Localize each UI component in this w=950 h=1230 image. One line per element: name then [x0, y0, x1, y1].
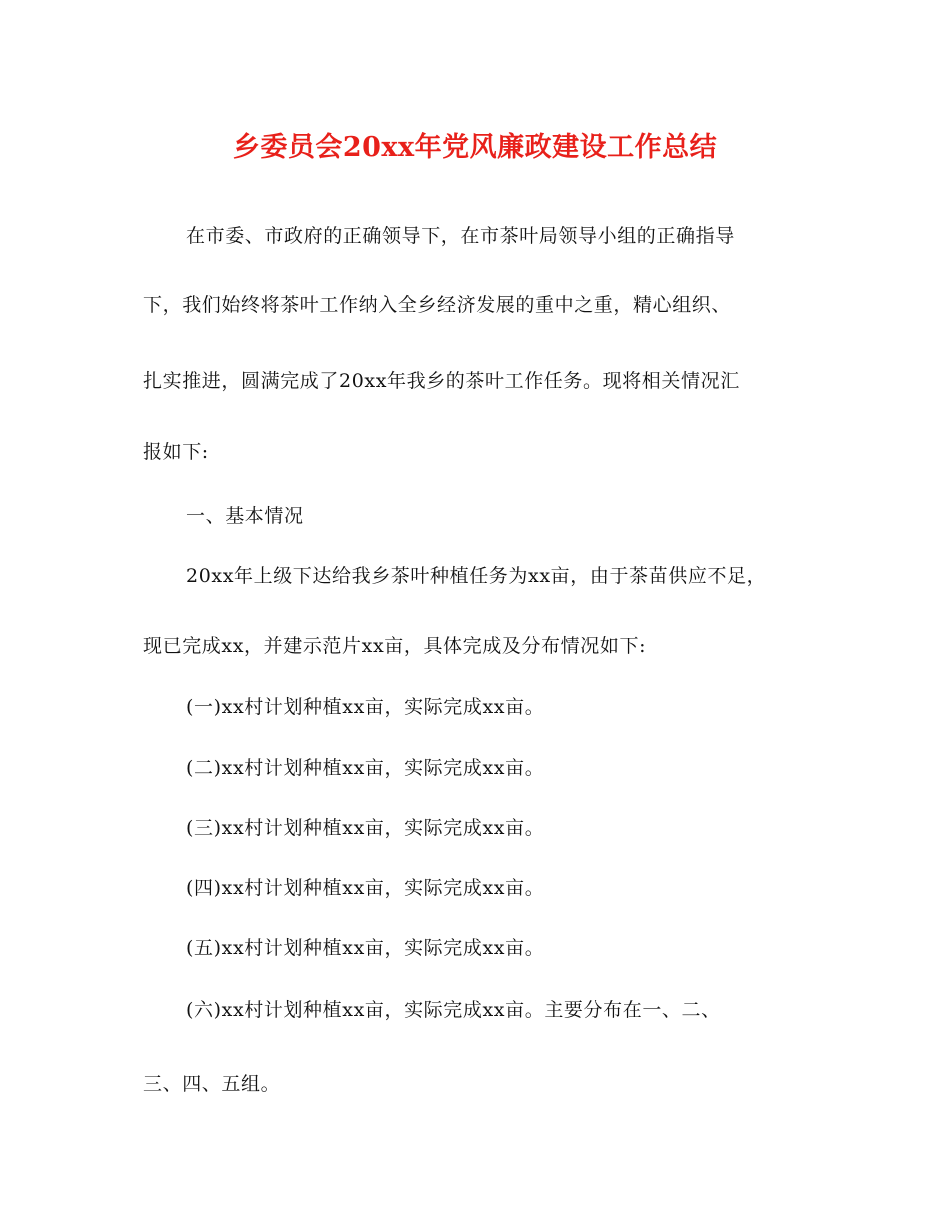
section-heading-basic-situation: 一、基本情况 [186, 505, 304, 527]
list-item-5: (五)xx村计划种植xx亩，实际完成xx亩。 [186, 937, 545, 959]
paragraph-line-3: 扎实推进，圆满完成了20xx年我乡的茶叶工作任务。现将相关情况汇 [143, 370, 740, 392]
document-title: 乡委员会20xx年党风廉政建设工作总结 [232, 132, 718, 163]
list-item-6-continued: 三、四、五组。 [143, 1073, 281, 1095]
paragraph-line-4: 报如下: [143, 441, 209, 463]
list-item-2: (二)xx村计划种植xx亩，实际完成xx亩。 [186, 757, 545, 779]
list-item-1: (一)xx村计划种植xx亩，实际完成xx亩。 [186, 696, 545, 718]
paragraph-line-2: 下，我们始终将茶叶工作纳入全乡经济发展的重中之重，精心组织、 [143, 294, 732, 316]
list-item-4: (四)xx村计划种植xx亩，实际完成xx亩。 [186, 877, 545, 899]
list-item-3: (三)xx村计划种植xx亩，实际完成xx亩。 [186, 817, 545, 839]
paragraph-line-6: 现已完成xx，并建示范片xx亩，具体完成及分布情况如下: [143, 635, 647, 657]
paragraph-line-1: 在市委、市政府的正确领导下，在市茶叶局领导小组的正确指导 [186, 225, 735, 247]
list-item-6: (六)xx村计划种植xx亩，实际完成xx亩。主要分布在一、二、 [186, 999, 721, 1021]
paragraph-line-5: 20xx年上级下达给我乡茶叶种植任务为xx亩，由于茶苗供应不足， [186, 565, 767, 587]
